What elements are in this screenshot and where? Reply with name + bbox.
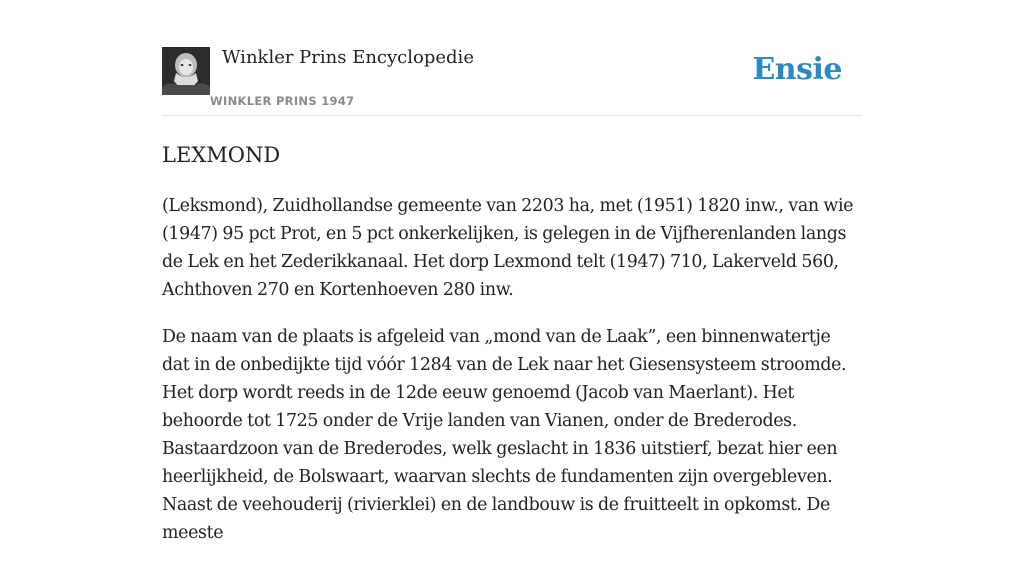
article-card [162,0,862,543]
article-paragraph: (Leksmond), Zuidhollandse gemeente van 2203 ha, met (1951) 1820 inw., van wie (1947) 95 pct Prot, en 5 pct onkerkelijken, is gelegen in de Vijfherenlanden langs de Lek en het Zederikkanaal. Het dorp Lexmond telt (1947) 710, Lakerveld 560, Achthoven 270 en Kortenhoeven 280 inw. [162,196,854,300]
entry-title: LEXMOND [162,143,281,167]
portrait-avatar-icon[interactable] [162,47,210,95]
header-divider [162,115,862,116]
article-paragraph: De naam van de plaats is afgeleid van „mond van de Laak”, een binnenwatertje dat in de onbedijkte tijd vóór 1284 van de Lek naar het Giesensysteem stroomde. Het dorp wordt reeds in de 12de eeuw genoemd (Jacob van Maerlant). Het behoorde tot 1725 onder de Vrije landen van Vianen, onder de Brederodes. Bastaardzoon van de Brederodes, welk geslacht in 1836 uitstierf, bezat hier een heerlijkheid, de Bolswaart, waarvan slechts de fundamenten zijn overgebleven. Naast de veehouderij (rivierklei) en de landbouw is de fruitteelt in opkomst. De meeste [162,327,847,543]
article-body [162,192,862,566]
source-subtitle[interactable]: WINKLER PRINS 1947 [210,94,355,108]
brand-logo[interactable]: Ensie [752,52,842,87]
source-title[interactable]: Winkler Prins Encyclopedie [222,47,474,68]
